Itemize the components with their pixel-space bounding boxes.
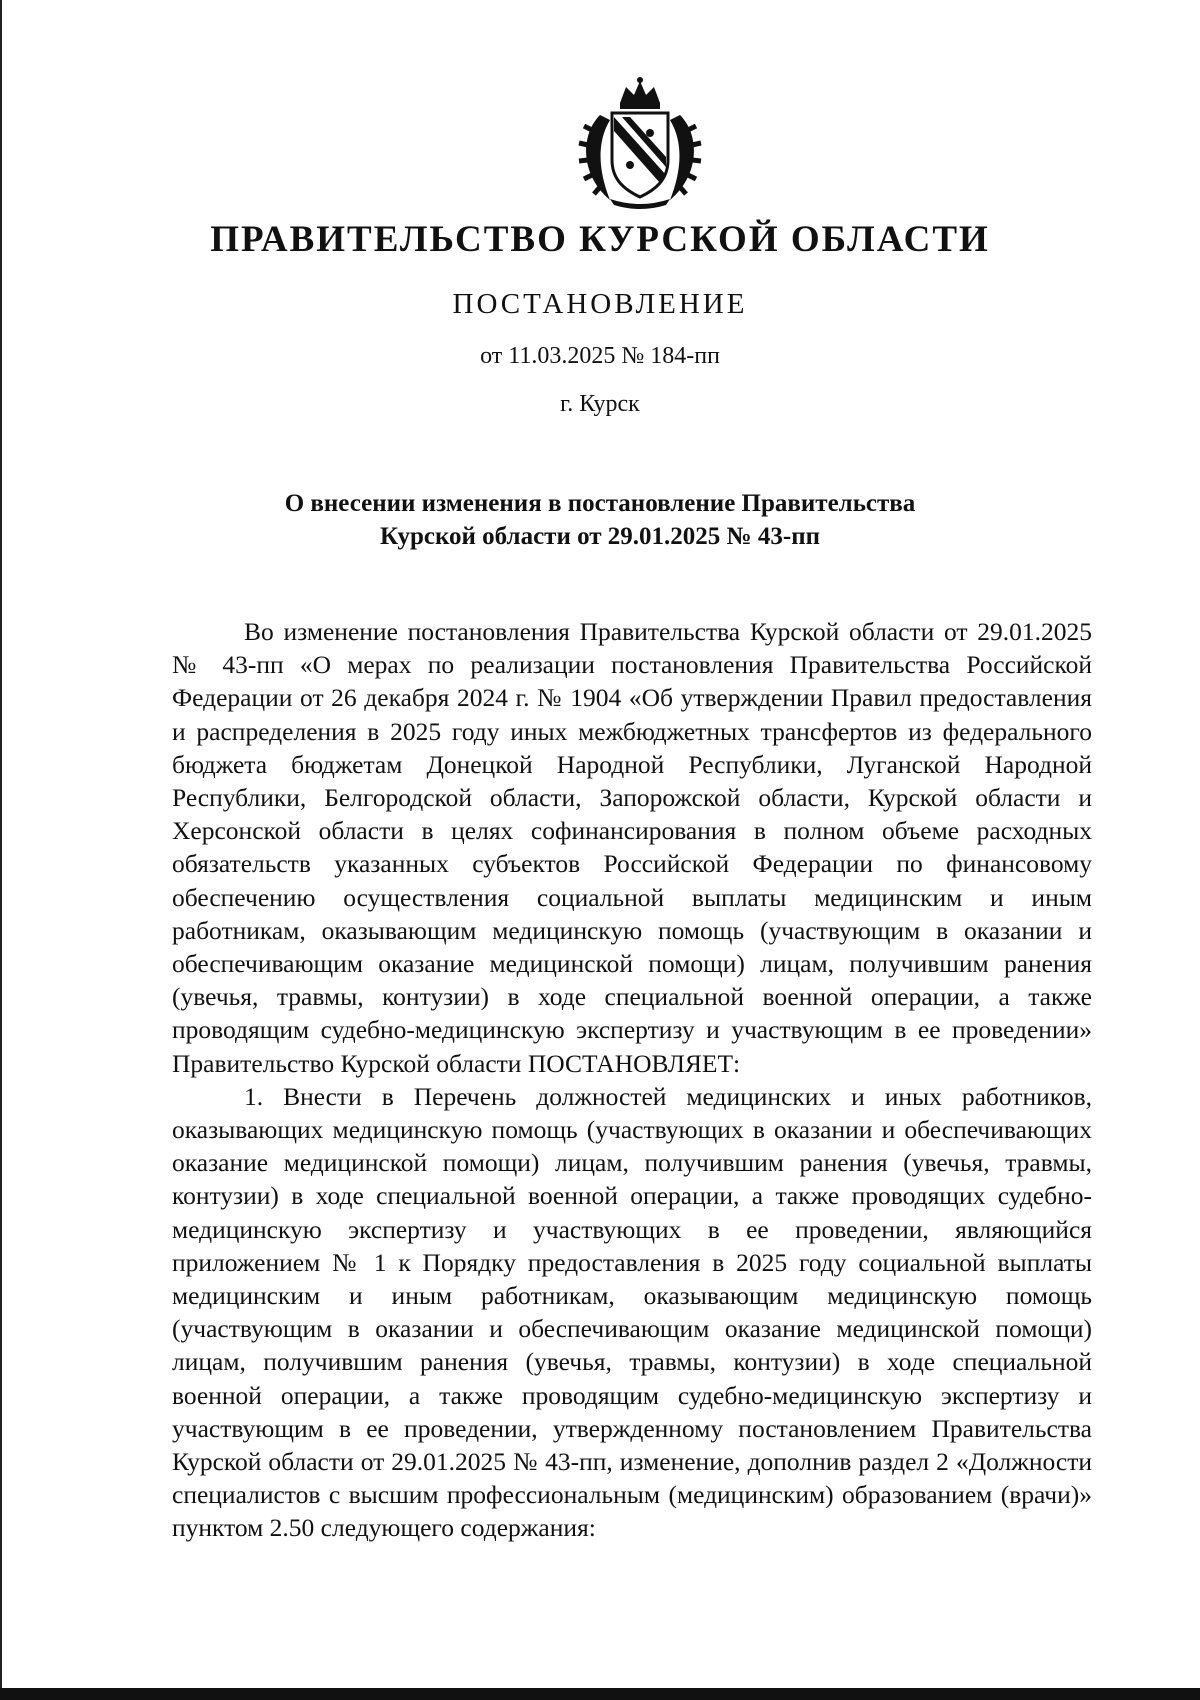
scan-edge-bottom bbox=[0, 1688, 1200, 1700]
government-name: ПРАВИТЕЛЬСТВО КУРСКОЙ ОБЛАСТИ bbox=[210, 219, 990, 260]
kursk-coat-of-arms-icon bbox=[570, 75, 710, 210]
document-title-line-1: О внесении изменения в постановление Правительства bbox=[284, 490, 916, 517]
document-body bbox=[172, 615, 1092, 1545]
document-city: г. Курск bbox=[560, 391, 640, 417]
body-paragraph-1: Во изменение постановления Правительства Курской области от 29.01.2025 № 43-пп «О мерах по реализации постановления Правительства Российской Федерации от 26 декабря 2024 г. № 1904 «Об утверждении Правил предоставления и распределения в 2025 году иных межбюджетных трансфертов из федерального бюджета бюджетам Донецкой Народной Республики, Луганской Народной Республики, Белгородской области, Запорожской области, Курской области и Херсонской области в целях софинансирования в полном объеме расходных обязательств указанных субъектов Российской Федерации по финансовому обеспечению осуществления социальной выплаты медицинским и иным работникам, оказывающим медицинскую помощь (участвующим в оказании и обеспечивающим оказание медицинской помощи) лицам, получившим ранения (увечья, травмы, контузии) в ходе специальной военной операции, а также проводящим судебно-медицинскую экспертизу и участвующим в ее проведении» Правительство Курской области ПОСТАНОВЛЯЕТ: bbox=[172, 617, 1092, 1078]
document-title-line-2: Курской области от 29.01.2025 № 43-пп bbox=[379, 523, 821, 550]
document-date-number: от 11.03.2025 № 184-пп bbox=[480, 343, 720, 369]
document-type: ПОСТАНОВЛЕНИЕ bbox=[452, 288, 748, 320]
body-paragraph-2: 1. Внести в Перечень должностей медицинских и иных работников, оказывающих медицинскую помощь (участвующих в оказании и обеспечивающих оказание медицинской помощи) лицам, получившим ранения (увечья, травмы, контузии) в ходе специальной военной операции, а также проводящих судебно-медицинскую экспертизу и участвующих в ее проведении, являющийся приложением № 1 к Порядку предоставления в 2025 году социальной выплаты медицинским и иным работникам, оказывающим медицинскую помощь (участвующим в оказании и обеспечивающим оказание медицинской помощи) лицам, получившим ранения (увечья, травмы, контузии) в ходе специальной военной операции, а также проводящим судебно-медицинскую экспертизу и участвующим в ее проведении, утвержденному постановлением Правительства Курской области от 29.01.2025 № 43-пп, изменение, дополнив раздел 2 «Должности специалистов с высшим профессиональным (медицинским) образованием (врачи)» пунктом 2.50 следующего содержания: bbox=[172, 1081, 1092, 1543]
document-title bbox=[0, 487, 1200, 553]
